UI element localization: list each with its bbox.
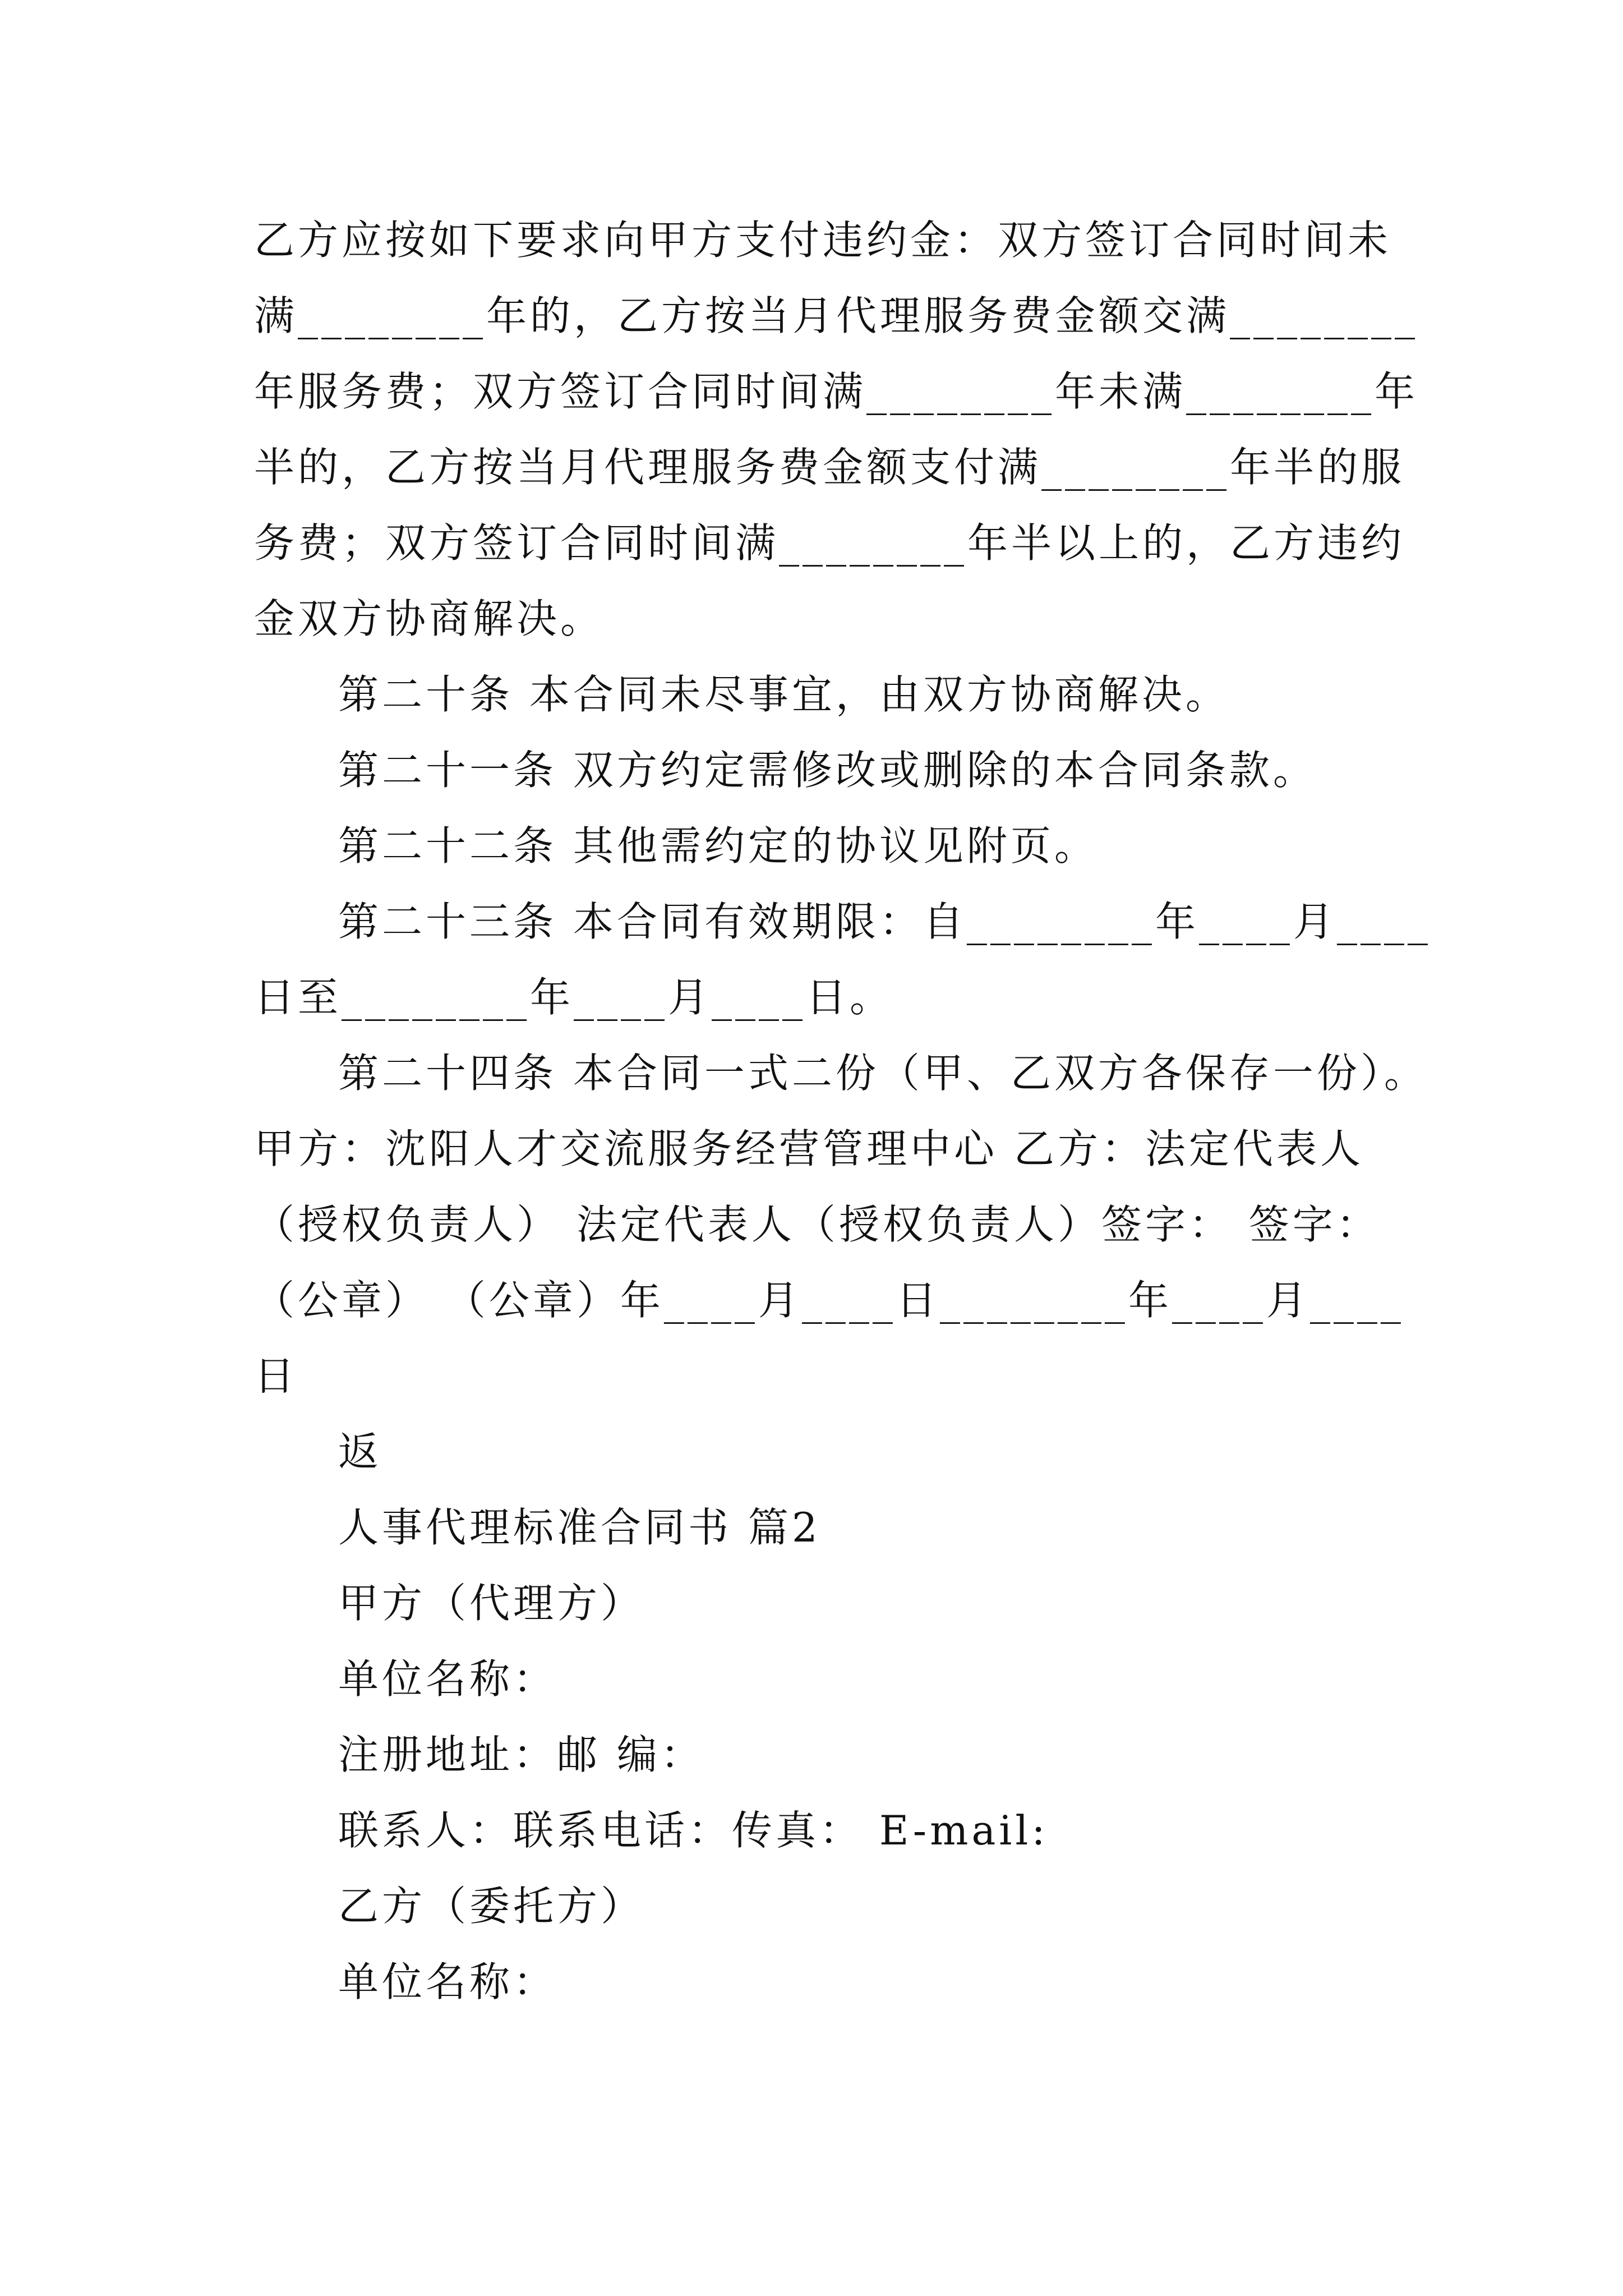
article-24: 第二十四条 本合同一式二份（甲、乙双方各保存一份）。 [338,1050,1428,1097]
article-20: 第二十条 本合同未尽事宜，由双方协商解决。 [338,671,1229,718]
signature-line: （授权负责人） 法定代表人（授权负责人）签字： 签字： [254,1201,1380,1248]
field-label: 单位名称： [338,1655,557,1703]
field-label: 单位名称： [338,1958,557,2005]
text-line: 年服务费；双方签订合同时间满________年未满________年 [254,368,1419,415]
signature-line: 甲方：沈阳人才交流服务经营管理中心 乙方：法定代表人 [254,1125,1364,1172]
party-b-heading: 乙方（委托方） [338,1883,645,1930]
return-link[interactable]: 返 [338,1428,382,1475]
section-title: 人事代理标准合同书 篇2 [338,1504,821,1551]
article-21: 第二十一条 双方约定需修改或删除的本合同条款。 [338,747,1317,794]
text-line: 日至________年____月____日。 [254,974,894,1021]
text-line: 乙方应按如下要求向甲方支付违约金：双方签订合同时间未 [254,217,1392,264]
text-line: 半的，乙方按当月代理服务费金额支付满________年半的服 [254,444,1405,491]
text-line: 满________年的，乙方按当月代理服务费金额交满________ [254,292,1419,339]
article-23: 第二十三条 本合同有效期限：自________年____月____ [338,898,1431,945]
text-line: 日 [254,1352,298,1400]
text-line: 金双方协商解决。 [254,595,605,642]
party-a-heading: 甲方（代理方） [338,1580,645,1627]
field-label: 联系人：联系电话：传真： E-mail: [338,1807,1049,1854]
signature-date-line: （公章） （公章）年____月____日________年____月____ [254,1277,1404,1324]
text-line: 务费；双方签订合同时间满________年半以上的，乙方违约 [254,519,1405,567]
article-22: 第二十二条 其他需约定的协议见附页。 [338,822,1098,869]
field-label: 注册地址：邮 编： [338,1731,704,1778]
